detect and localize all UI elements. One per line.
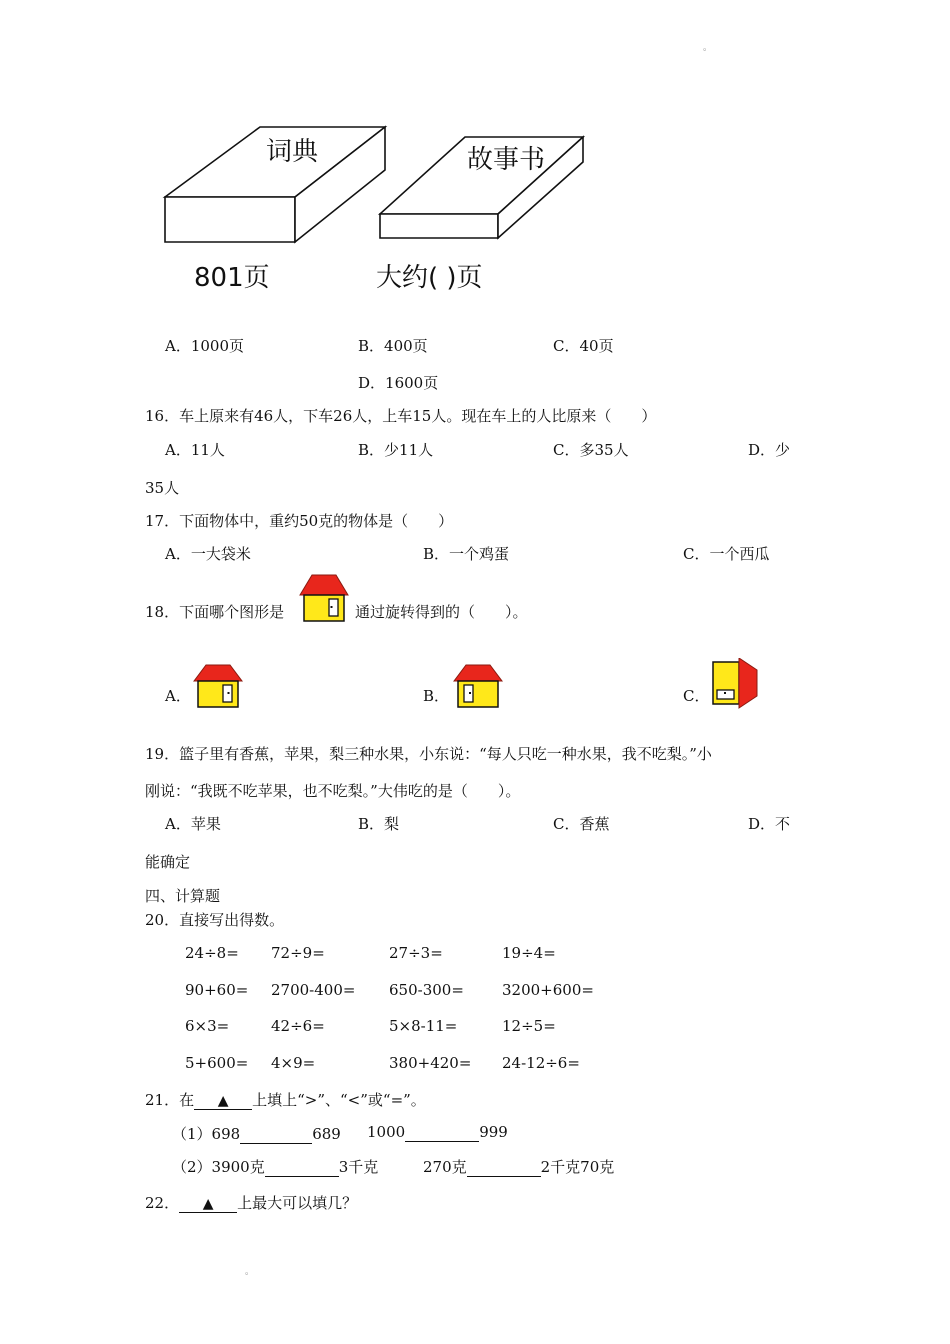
q22-stem: [145, 1192, 357, 1213]
q20-cell: 6×3=: [185, 1017, 230, 1035]
q19-option-c[interactable]: C．香蕉: [553, 815, 610, 833]
q16-option-b[interactable]: B．少11人: [358, 441, 434, 459]
q18-option-a-label[interactable]: A．: [165, 687, 191, 705]
q19-option-a[interactable]: A．苹果: [165, 815, 221, 833]
q20-cell: 24÷8=: [185, 944, 239, 962]
answer-blank[interactable]: [467, 1158, 541, 1177]
q18-option-b-label[interactable]: B．: [423, 687, 450, 705]
q17-option-c[interactable]: C．一个西瓜: [683, 545, 770, 563]
q20-cell: 4×9=: [271, 1054, 316, 1072]
answer-blank[interactable]: [265, 1158, 339, 1177]
q15-option-d[interactable]: D．1600页: [358, 374, 439, 392]
q17-option-a[interactable]: A．一大袋米: [165, 545, 251, 563]
q22-suffix: 上最大可以填几？: [237, 1194, 358, 1212]
q15-option-b[interactable]: B．400页: [358, 337, 428, 355]
q17-option-b[interactable]: B．一个鸡蛋: [423, 545, 510, 563]
dictionary-pages: 801页: [194, 263, 270, 293]
blank-triangle: ▲: [179, 1196, 237, 1213]
q21-part2b: [423, 1156, 614, 1177]
q16-option-c[interactable]: C．多35人: [553, 441, 629, 459]
q21-p1-right: 689: [312, 1125, 341, 1143]
q21-p2b-left: 270克: [423, 1158, 467, 1176]
q20-cell: 19÷4=: [502, 944, 556, 962]
q16-option-a[interactable]: A．11人: [165, 441, 225, 459]
q20-cell: 90+60=: [185, 981, 249, 999]
q20-cell: 5×8-11=: [389, 1017, 458, 1035]
q20-cell: 24-12÷6=: [502, 1054, 580, 1072]
q19-option-d-wrap: 能确定: [145, 853, 191, 871]
q19-stem-line2: 刚说：“我既不吃苹果，也不吃梨。”大伟吃的是（ ）。: [145, 782, 521, 800]
q21-p1b-left: 1000: [367, 1123, 406, 1141]
q22-prefix: 22．: [145, 1194, 180, 1212]
q21-p2-right: 3千克: [338, 1158, 379, 1176]
q20-cell: 27÷3=: [389, 944, 443, 962]
q20-cell: 72÷9=: [271, 944, 325, 962]
q21-p2b-right: 2千克70克: [540, 1158, 615, 1176]
storybook-title: 故事书: [467, 145, 546, 175]
q16-stem: 16．车上原来有46人，下车26人，上车15人。现在车上的人比原来（ ）: [145, 407, 657, 425]
q20-cell: 650-300=: [389, 981, 464, 999]
q20-cell: 2700-400=: [271, 981, 356, 999]
q17-stem: 17．下面物体中，重约50克的物体是（ ）: [145, 512, 454, 530]
q20-cell: 3200+600=: [502, 981, 594, 999]
q21-prefix: 21．在: [145, 1091, 195, 1109]
q16-option-d[interactable]: D．少: [748, 441, 791, 459]
q18-stem-after: 通过旋转得到的（ ）。: [355, 603, 528, 621]
q21-part2: [172, 1156, 378, 1177]
q20-stem: 20．直接写出得数。: [145, 911, 285, 929]
house-option-a-icon[interactable]: [192, 663, 244, 713]
section-heading: 四、计算题: [145, 887, 221, 905]
q21-part1b: [367, 1123, 508, 1142]
q19-stem-line1: 19．篮子里有香蕉，苹果，梨三种水果，小东说：“每人只吃一种水果，我不吃梨。”小: [145, 745, 712, 763]
q21-p2-left: （2）3900克: [172, 1158, 265, 1176]
q15-option-a[interactable]: A．1000页: [165, 337, 245, 355]
house-option-c-icon[interactable]: [711, 658, 761, 714]
q18-stem-before: 18．下面哪个图形是: [145, 603, 285, 621]
q21-p1-left: （1）698: [172, 1125, 241, 1143]
q21-stem: [145, 1089, 426, 1110]
q15-option-c[interactable]: C．40页: [553, 337, 614, 355]
q16-option-d-wrap: 35人: [145, 479, 180, 497]
q20-cell: 380+420=: [389, 1054, 472, 1072]
answer-blank[interactable]: [405, 1123, 479, 1142]
q19-option-b[interactable]: B．梨: [358, 815, 400, 833]
footer-mark: 。: [245, 1267, 255, 1277]
q20-cell: 5+600=: [185, 1054, 249, 1072]
house-reference-icon: [298, 573, 350, 627]
q21-part1: [172, 1123, 341, 1144]
q19-option-d[interactable]: D．不: [748, 815, 791, 833]
storybook-pages: 大约( )页: [376, 263, 483, 293]
q21-suffix: 上填上“>”、“<”或“=”。: [252, 1091, 426, 1109]
q18-option-c-label[interactable]: C．: [683, 687, 710, 705]
dictionary-title: 词典: [266, 137, 319, 167]
house-option-b-icon[interactable]: [452, 663, 504, 713]
blank-triangle: ▲: [194, 1093, 252, 1110]
header-mark: 。: [703, 43, 713, 53]
q20-cell: 42÷6=: [271, 1017, 325, 1035]
q21-p1b-right: 999: [479, 1123, 508, 1141]
q20-cell: 12÷5=: [502, 1017, 556, 1035]
answer-blank[interactable]: [240, 1125, 312, 1144]
